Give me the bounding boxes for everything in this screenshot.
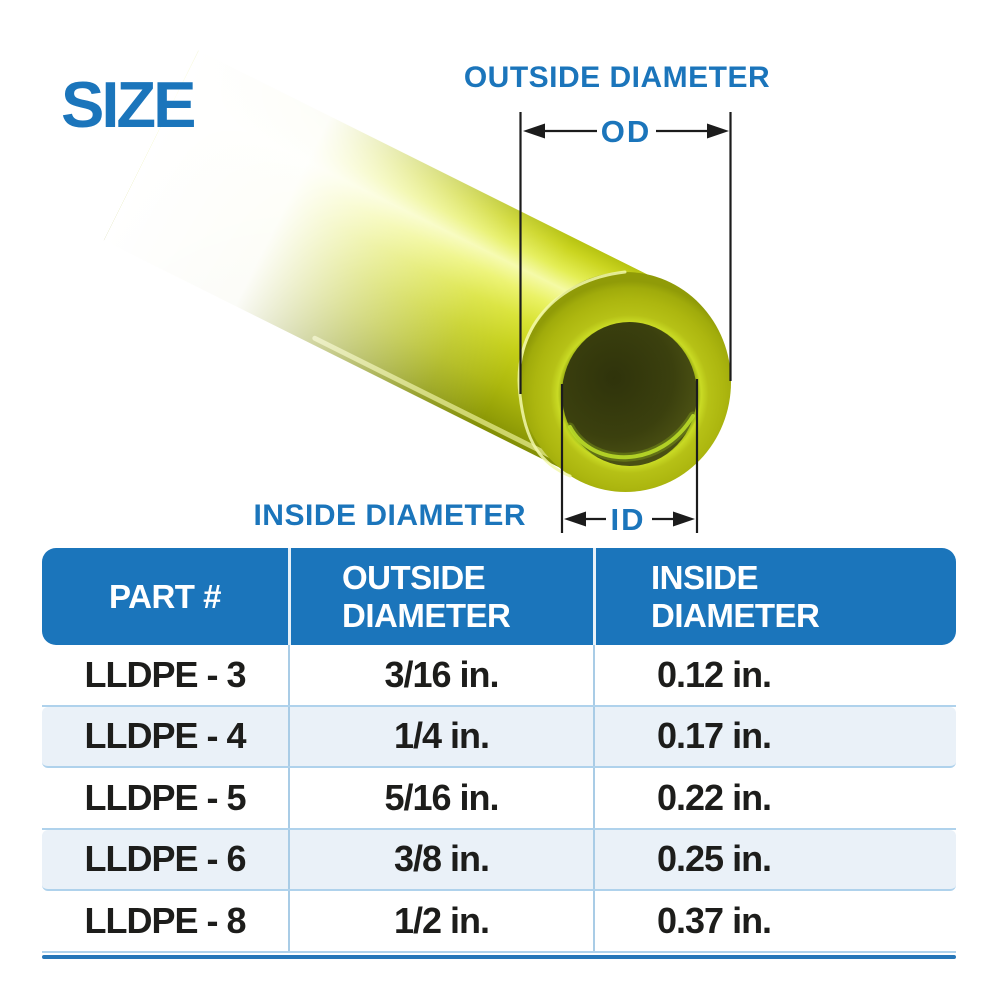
table-row xyxy=(42,707,956,769)
id-arrow-right-icon xyxy=(673,512,695,527)
column-header-label: PART # xyxy=(109,577,221,615)
outside-diameter-cell: 1/2 in. xyxy=(288,891,593,951)
table-row xyxy=(42,891,956,953)
part-number-cell: LLDPE - 6 xyxy=(84,838,246,880)
table-bottom-border xyxy=(42,955,956,959)
od-arrow-right-icon xyxy=(707,124,729,139)
table-body xyxy=(42,645,956,953)
column-header-part-number xyxy=(42,548,288,645)
od-abbrev-label: OD xyxy=(600,114,652,149)
part-number-cell: LLDPE - 8 xyxy=(84,899,246,941)
outside-diameter-cell: 3/16 in. xyxy=(288,645,593,705)
table-header-row xyxy=(42,548,956,645)
table-row xyxy=(42,830,956,892)
page-title: SIZE xyxy=(61,68,194,141)
column-header-label-line1: INSIDE xyxy=(651,558,759,596)
inside-diameter-cell: 0.25 in. xyxy=(593,830,956,890)
inside-diameter-label: INSIDE DIAMETER xyxy=(253,499,526,532)
od-arrow-left-icon xyxy=(523,124,545,139)
inside-diameter-cell: 0.17 in. xyxy=(593,707,956,767)
inside-diameter-cell: 0.37 in. xyxy=(593,891,956,951)
table-row xyxy=(42,645,956,707)
inside-diameter-cell: 0.12 in. xyxy=(593,645,956,705)
inside-diameter-cell: 0.22 in. xyxy=(593,768,956,828)
column-header-outside-diameter xyxy=(288,548,593,645)
part-number-cell: LLDPE - 5 xyxy=(84,776,246,818)
part-number-cell: LLDPE - 3 xyxy=(84,653,246,695)
outside-diameter-cell: 5/16 in. xyxy=(288,768,593,828)
table-row xyxy=(42,768,956,830)
column-header-label-line2: DIAMETER xyxy=(651,596,820,634)
column-header-inside-diameter xyxy=(593,548,956,645)
column-header-label-line1: OUTSIDE xyxy=(342,558,486,596)
id-abbrev-label: ID xyxy=(610,502,646,537)
column-header-label-line2: DIAMETER xyxy=(342,596,511,634)
outside-diameter-label: OUTSIDE DIAMETER xyxy=(463,61,771,94)
part-number-cell: LLDPE - 4 xyxy=(84,715,246,757)
outside-diameter-cell: 3/8 in. xyxy=(288,830,593,890)
spec-table xyxy=(42,548,956,959)
id-arrow-left-icon xyxy=(564,512,586,527)
outside-diameter-cell: 1/4 in. xyxy=(288,707,593,767)
